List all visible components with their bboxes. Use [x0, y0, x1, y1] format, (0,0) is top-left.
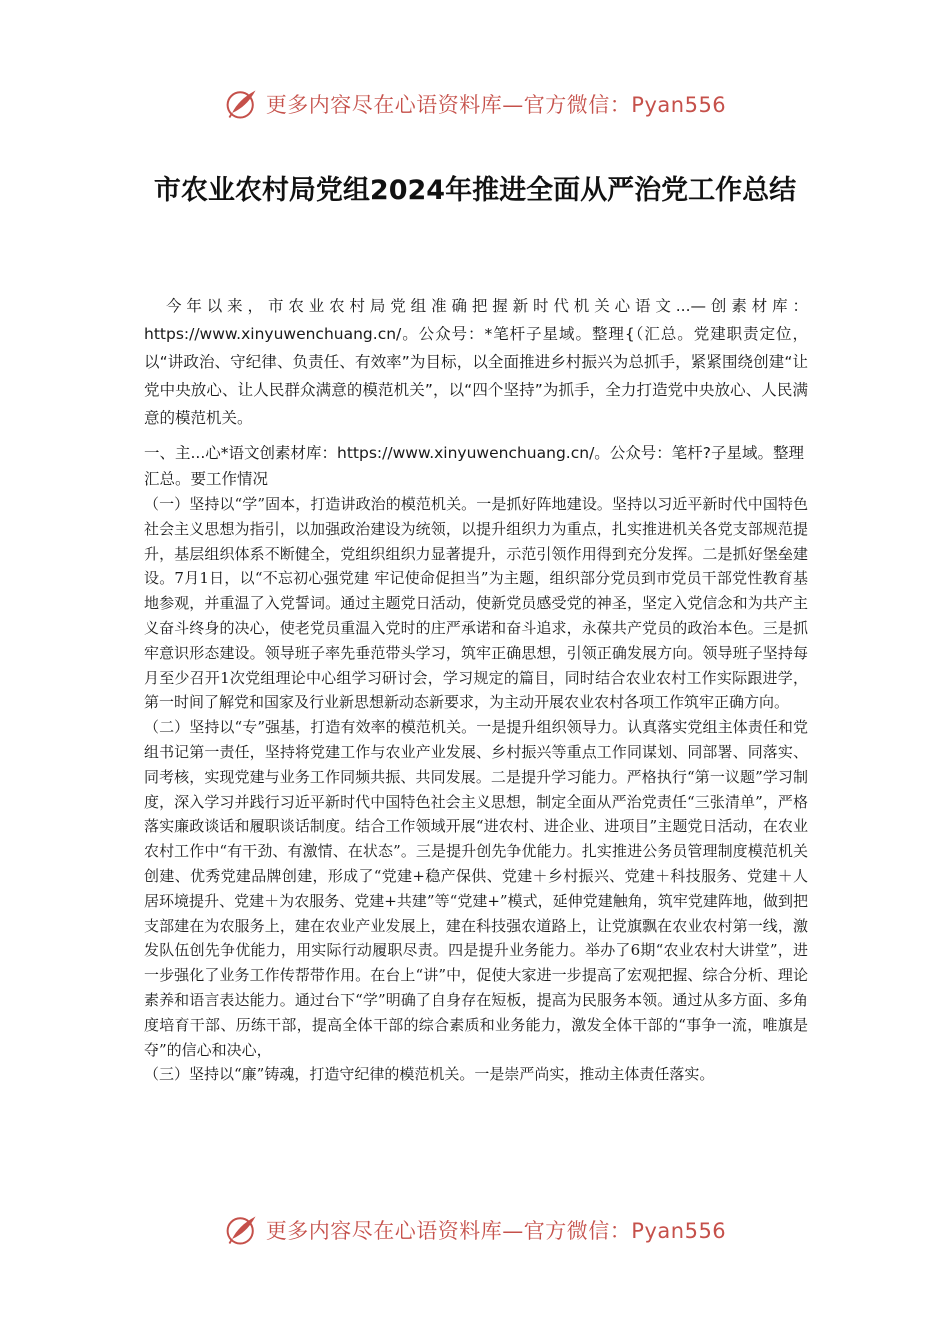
- intro-paragraph: 今年以来，市农业农村局党组准确把握新时代机关心语文...—创素材库：https://www.xinyuwenchuang.cn/。公众号：*笔杆子星域。整理{（汇总。党建职责定位，以“讲政治、守纪律、负责任、有效率”为目标，以全面推进乡村振兴为总抓手，紧紧围绕创建“让党中央放心、让人民群众满意的模范机关”，以“四个坚持”为抓手，全力打造党中央放心、人民满意的模范机关。: [144, 297, 808, 427]
- body-paragraph: （一）坚持以“学”固本，打造讲政治的模范机关。一是抓好阵地建设。坚持以习近平新时代中国特色社会主义思想为指引，以加强政治建设为统领，以提升组织力为重点，扎实推进机关各党支部规范提升，基层组织体系不断健全，党组织组织力显著提升，示范引领作用得到充分发挥。二是抓好堡垒建设。7月1日，以“不忘初心强党建 牢记使命促担当”为主题，组织部分党员到市党员干部党性教育基地参观，并重温了入党誓词。通过主题党日活动，使新党员感受党的神圣，坚定入党信念和为共产主义奋斗终身的决心，使老党员重温入党时的庄严承诺和奋斗追求，永葆共产党员的政治本色。三是抓牢意识形态建设。领导班子率先垂范带头学习，筑牢正确思想，引领正确发展方向。领导班子坚持每月至少召开1次党组理论中心组学习研讨会，学习规定的篇目，同时结合农业农村工作实际跟进学，第一时间了解党和国家及行业新思想新动态新要求，为主动开展农业农村各项工作筑牢正确方向。: [144, 495, 808, 712]
- document-title: 市农业农村局党组2024年推进全面从严治党工作总结: [153, 175, 797, 207]
- watermark-text: 更多内容尽在心语资料库—官方微信：Pyan556: [265, 1219, 727, 1243]
- document-body: [144, 492, 808, 1087]
- footer-watermark-banner: [0, 1208, 950, 1252]
- header-watermark-banner: [0, 82, 950, 126]
- quill-logo-icon: [224, 1212, 260, 1248]
- section-heading: 一、主...心*语文创素材库：https://www.xinyuwenchuang.cn/。公众号：笔杆?子星域。整理汇总。要工作情况: [144, 444, 805, 488]
- body-paragraph: （二）坚持以“专”强基，打造有效率的模范机关。一是提升组织领导力。认真落实党组主体责任和党组书记第一责任，坚持将党建工作与农业产业发展、乡村振兴等重点工作同谋划、同部署、同落实、同考核，实现党建与业务工作同频共振、共同发展。二是提升学习能力。严格执行“第一议题”学习制度，深入学习并践行习近平新时代中国特色社会主义思想，制定全面从严治党责任“三张清单”，严格落实廉政谈话和履职谈话制度。结合工作领域开展“进农村、进企业、进项目”主题党日活动，在农业农村工作中“有干劲、有激情、在状态”。三是提升创先争优能力。扎实推进公务员管理制度模范机关创建、优秀党建品牌创建，形成了“党建+稳产保供、党建＋乡村振兴、党建＋科技服务、党建＋人居环境提升、党建＋为农服务、党建+共建”等“党建+”模式，延伸党建触角，筑牢党建阵地，做到把支部建在为农服务上，建在农业产业发展上，建在科技强农道路上，让党旗飘在农业农村第一线，激发队伍创先争优能力，用实际行动履职尽责。四是提升业务能力。举办了6期“农业农村大讲堂”，进一步强化了业务工作传帮带作用。在台上“讲”中，促使大家进一步提高了宏观把握、综合分析、理论素养和语言表达能力。通过台下“学”明确了自身存在短板，提高为民服务本领。通过从多方面、多角度培育干部、历练干部，提高全体干部的综合素质和业务能力，激发全体干部的“事争一流，唯旗是夺”的信心和决心，: [144, 718, 808, 1059]
- body-paragraph: （三）坚持以“廉”铸魂，打造守纪律的模范机关。一是崇严尚实，推动主体责任落实。: [144, 1065, 715, 1084]
- quill-logo-icon: [224, 86, 260, 122]
- watermark-text: 更多内容尽在心语资料库—官方微信：Pyan556: [265, 93, 727, 117]
